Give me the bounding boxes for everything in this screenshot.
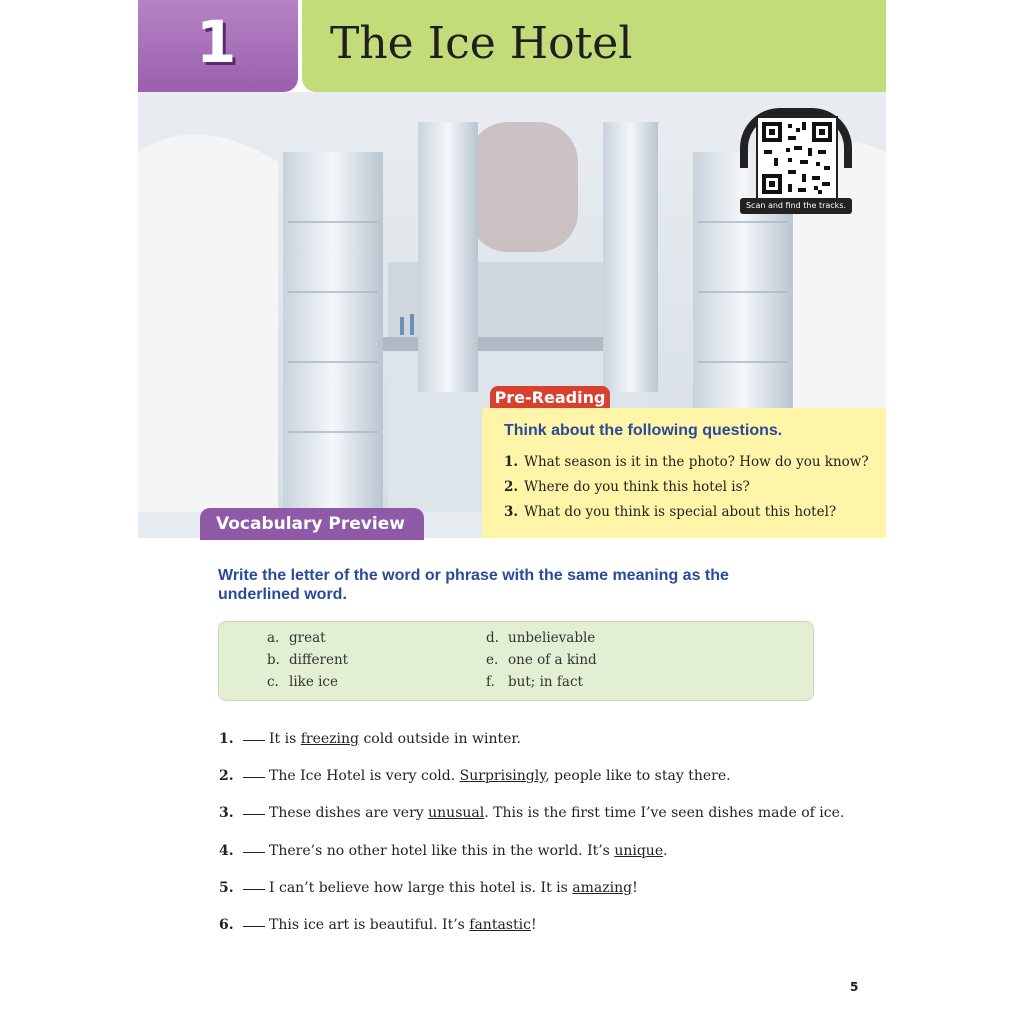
qr-caption: Scan and find the tracks.	[740, 198, 852, 214]
unit-title: The Ice Hotel	[330, 18, 633, 69]
option-item: e. one of a kind	[486, 652, 597, 668]
answer-blank[interactable]	[243, 852, 265, 853]
qr-code-icon	[756, 116, 838, 200]
vocabulary-item: 5. I can’t believe how large this hotel is. It is amazing!	[219, 880, 638, 896]
audio-qr-code[interactable]	[740, 108, 852, 216]
unit-number-tab	[138, 0, 298, 92]
title-bar	[302, 0, 886, 92]
answer-options-box	[218, 621, 814, 701]
pre-reading-question: 2. Where do you think this hotel is?	[504, 479, 750, 495]
pre-reading-tab: Pre-Reading	[490, 386, 610, 410]
option-item: d. unbelievable	[486, 630, 596, 646]
vocabulary-item: 2. The Ice Hotel is very cold. Surprisingly, people like to stay there.	[219, 768, 731, 784]
page-number: 5	[850, 980, 859, 994]
option-item: a. great	[267, 630, 326, 646]
pre-reading-question: 3. What do you think is special about this hotel?	[504, 504, 837, 520]
vocabulary-item: 3. These dishes are very unusual. This is the first time I’ve seen dishes made of ice.	[219, 805, 845, 821]
option-item: f. but; in fact	[486, 674, 583, 690]
answer-blank[interactable]	[243, 889, 265, 890]
vocabulary-instruction: Write the letter of the word or phrase with the same meaning as the underlined word.	[218, 567, 729, 603]
pre-reading-box	[482, 408, 886, 538]
textbook-page	[138, 0, 886, 1024]
answer-blank[interactable]	[243, 926, 265, 927]
answer-blank[interactable]	[243, 777, 265, 778]
vocabulary-item: 6. This ice art is beautiful. It’s fantastic!	[219, 917, 537, 933]
vocabulary-preview-tab: Vocabulary Preview	[200, 508, 424, 540]
vocabulary-item: 1. It is freezing cold outside in winter.	[219, 731, 521, 747]
pre-reading-heading: Think about the following questions.	[504, 422, 783, 439]
pre-reading-question: 1. What season is it in the photo? How do you know?	[504, 454, 869, 470]
answer-blank[interactable]	[243, 814, 265, 815]
option-item: b. different	[267, 652, 349, 668]
unit-number: 1	[196, 8, 237, 76]
answer-blank[interactable]	[243, 740, 265, 741]
vocabulary-item: 4. There’s no other hotel like this in the world. It’s unique.	[219, 843, 668, 859]
option-item: c. like ice	[267, 674, 338, 690]
